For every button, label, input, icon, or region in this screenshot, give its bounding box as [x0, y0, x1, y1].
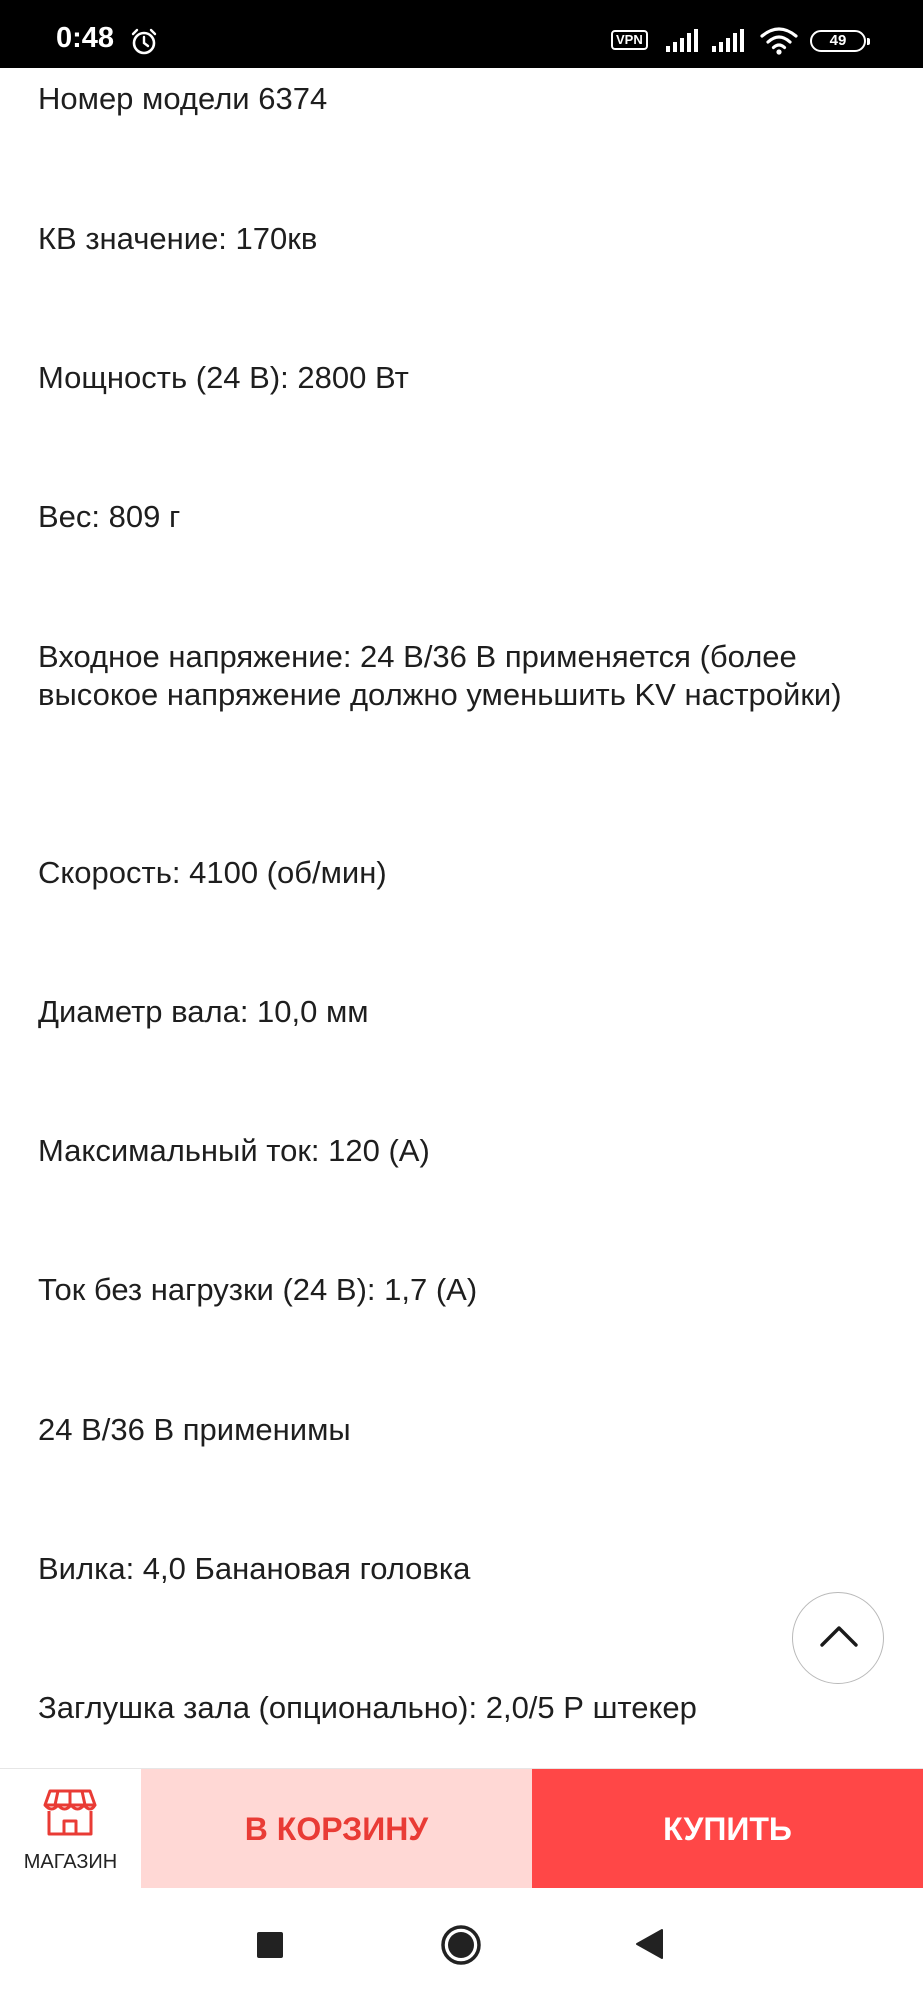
triangle-back-icon[interactable]	[634, 1928, 664, 1960]
storefront-icon	[42, 1787, 98, 1837]
spec-model: Номер модели 6374	[38, 81, 328, 116]
spec-input-voltage: Входное напряжение: 24 В/36 В применяется (более высокое напряжение должно уменьшить KV настройки)	[38, 639, 842, 712]
spec-no-load-current: Ток без нагрузки (24 В): 1,7 (А)	[38, 1272, 478, 1307]
spec-plug: Вилка: 4,0 Банановая головка	[38, 1551, 471, 1586]
spec-shaft-diameter: Диаметр вала: 10,0 мм	[38, 994, 369, 1029]
battery-indicator: 49	[810, 30, 866, 52]
spec-max-current: Максимальный ток: 120 (А)	[38, 1133, 430, 1168]
buy-now-button[interactable]: КУПИТЬ	[532, 1769, 923, 1888]
scroll-to-top-button[interactable]	[792, 1592, 884, 1684]
chevron-up-icon	[819, 1623, 859, 1651]
square-recents-icon[interactable]	[257, 1932, 283, 1958]
spec-voltage-applicable: 24 В/36 В применимы	[38, 1412, 351, 1447]
circle-home-icon[interactable]	[440, 1924, 482, 1966]
action-bar	[0, 1768, 923, 1888]
spec-hall-plug: Заглушка зала (опционально): 2,0/5 Р штекер	[38, 1690, 697, 1725]
shop-button[interactable]	[0, 1769, 141, 1888]
cellular-signal-icon	[664, 28, 700, 54]
status-time: 0:48	[56, 22, 115, 54]
wifi-icon	[760, 26, 798, 56]
system-nav-bar	[0, 1888, 923, 2000]
cellular-signal-icon	[710, 28, 746, 54]
alarm-clock-icon	[130, 28, 158, 56]
spec-power: Мощность (24 В): 2800 Вт	[38, 360, 409, 395]
spec-weight: Вес: 809 г	[38, 499, 181, 534]
add-to-cart-button[interactable]: В КОРЗИНУ	[141, 1769, 532, 1888]
shop-label: МАГАЗИН	[23, 1851, 118, 1873]
spec-speed: Скорость: 4100 (об/мин)	[38, 855, 387, 890]
spec-kv: КВ значение: 170кв	[38, 221, 318, 256]
status-bar	[0, 0, 923, 68]
vpn-badge: VPN	[611, 30, 648, 50]
